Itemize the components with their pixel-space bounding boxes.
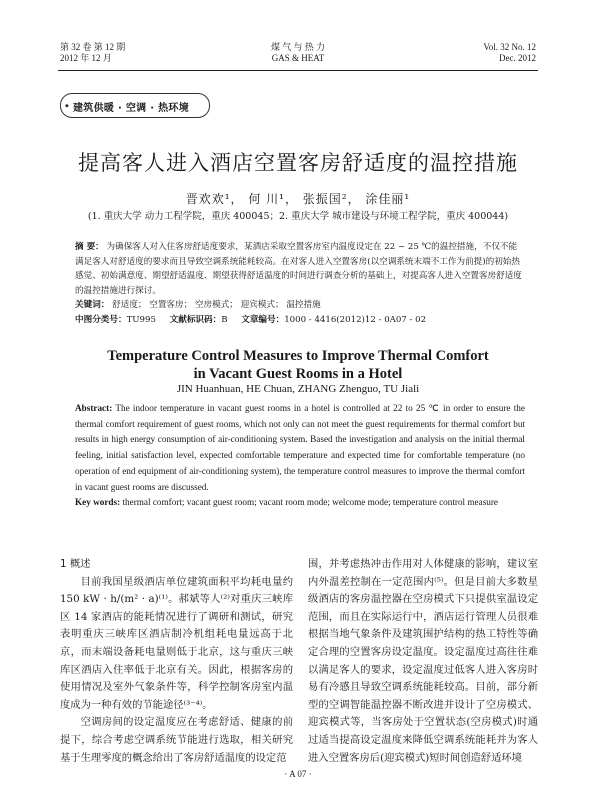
doc-code-label: 文献标识码： <box>169 314 222 325</box>
header-rule <box>58 70 538 71</box>
volume-issue-line: 第 32 卷 第 12 期 <box>60 42 126 52</box>
paper-title-en-line2: in Vacant Guest Rooms in a Hotel <box>193 366 403 382</box>
class-value: TU995 <box>126 314 156 325</box>
abstract-en <box>75 401 525 495</box>
body-right-column <box>308 556 538 767</box>
body-left-column <box>60 556 293 767</box>
date-line-en: Dec. 2012 <box>499 53 536 63</box>
authors-cn: 晋欢欢¹， 何 川¹， 张振国²， 涂佳丽¹ <box>185 192 411 206</box>
keywords-cn-text: 舒适度； 空置客房； 空房模式； 迎宾模式； 温控措施 <box>112 300 321 310</box>
section-badge <box>60 93 210 118</box>
keywords-en <box>75 495 525 511</box>
section-heading: 1 概述 <box>60 558 91 570</box>
doc-code-value: B <box>221 314 228 325</box>
body-paragraph: 目前我国星级酒店单位建筑面积平均耗电量约 150 kW · h/(m² · a)⁽¹⁾。郝斌等人⁽²⁾对重庆三峡库区 14 家酒店的能耗情况进行了调研和测试，研究表明重庆三峡库区酒店制冷机组耗电量远高于北京，而末端设备耗电量则低于北京，这与重庆三峡库区酒店入住率低于北京有关。因此，根据客房的使用情况及室外气象条件等，科学控制客房室内温度成为一种有效的节能途径⁽³⁻⁴⁾。 <box>60 575 293 711</box>
keywords-en-label: Key words: <box>75 497 121 508</box>
abstract-en-text: The indoor temperature in vacant guest rooms in a hotel is controlled at 22 to 25 ℃ in order to ensure the thermal comfort requirement of guest rooms, which not only can not meet the guest requirements for thermal comfort but results in high energy consumption of air-conditioning system. Based the investigation and analysis on the initial thermal feeling, initial satisfaction level, expected comfortable temperature and expected time for comfortable temperature (no operation of end equipment of air-conditioning system), the temperature control measures to improve the thermal comfort in vacant guest rooms are discussed. <box>75 403 525 492</box>
article-number-label: 文章编号： <box>241 314 285 325</box>
classification-line <box>75 313 525 328</box>
paper-title-en-line1: Temperature Control Measures to Improve Thermal Comfort <box>107 348 489 364</box>
section-badge-label: 建筑供暖 · 空调 · 热环境 <box>73 103 190 114</box>
abstract-cn-block <box>75 240 525 327</box>
keywords-en-text: thermal comfort; vacant guest room; vacant room mode; welcome mode; temperature control measure <box>122 497 498 508</box>
abstract-cn <box>75 240 525 298</box>
volume-issue-en-line: Vol. 32 No. 12 <box>483 42 536 52</box>
page-number: · A 07 · <box>284 769 312 779</box>
authors-en: JIN Huanhuan, HE Chuan, ZHANG Zhenguo, TU Jiali <box>176 383 420 395</box>
badge-bullet-icon: ◆ <box>65 103 69 109</box>
abstract-en-label: Abstract: <box>75 403 113 413</box>
body-paragraph: 空调房间的设定温度应在考虑舒适、健康的前提下，综合考虑空调系统节能进行选取，相关研究基于生理零度的概念给出了客房舒适温度的设定范 <box>60 716 293 764</box>
keywords-cn <box>75 298 525 313</box>
abstract-en-block <box>75 401 525 511</box>
journal-name-en: GAS & HEAT <box>271 53 325 63</box>
abstract-cn-text: 为确保客人对入住客房舒适度要求，某酒店采取空置客房室内温度设定在 22 ~ 25 ℃的温控措施，不仅不能满足客人对舒适度的要求而且导致空调系统能耗较高。在对客人进入空置客房(以空调系统末端不工作为前提)的初始热感觉、初始满意度、期望舒适温度、期望获得舒适温度的时间进行调查分析的基础上，对提高客人进入空置客房舒适度的温控措施进行探讨。 <box>75 242 522 296</box>
paper-title-en <box>0 347 596 383</box>
paper-title-cn: 提高客人进入酒店空置客房舒适度的温控措施 <box>78 151 518 175</box>
abstract-cn-label: 摘 要： <box>75 242 104 252</box>
body-paragraph: 围，并考虑热冲击作用对人体健康的影响，建议室内外温差控制在一定范围内⁽⁵⁾。但是目前大多数星级酒店的客房温控器在空房模式下只提供室温设定范围，而且在实际运行中，酒店运行管理人员很难根据当地气象条件及建筑围护结构的热工特性等确定合理的空置客房设定温度。设定温度过高往往难以满足客人的要求，设定温度过低客人进入客房时易有冷感且导致空调系统能耗较高。目前，部分新型的空调智能温控器不断改进并设计了空房模式、迎宾模式等，当客房处于空置状态(空房模式)时通过适当提高设定温度来降低空调系统能耗并为客人进入空置客房后(迎宾模式)短时间创造舒适环境 <box>308 558 538 764</box>
journal-name-cn: 煤 气 与 热 力 <box>270 42 325 52</box>
keywords-cn-label: 关键词： <box>75 300 110 310</box>
article-number-value: 1000 - 4416(2012)12 - 0A07 - 02 <box>284 314 427 325</box>
class-label: 中图分类号： <box>75 314 127 325</box>
journal-volume-issue-en <box>483 42 536 64</box>
affiliation-cn: (1. 重庆大学 动力工程学院，重庆 400045；2. 重庆大学 城市建设与环境工程学院，重庆 400044) <box>87 211 509 222</box>
date-line-cn: 2012 年 12 月 <box>60 53 112 63</box>
